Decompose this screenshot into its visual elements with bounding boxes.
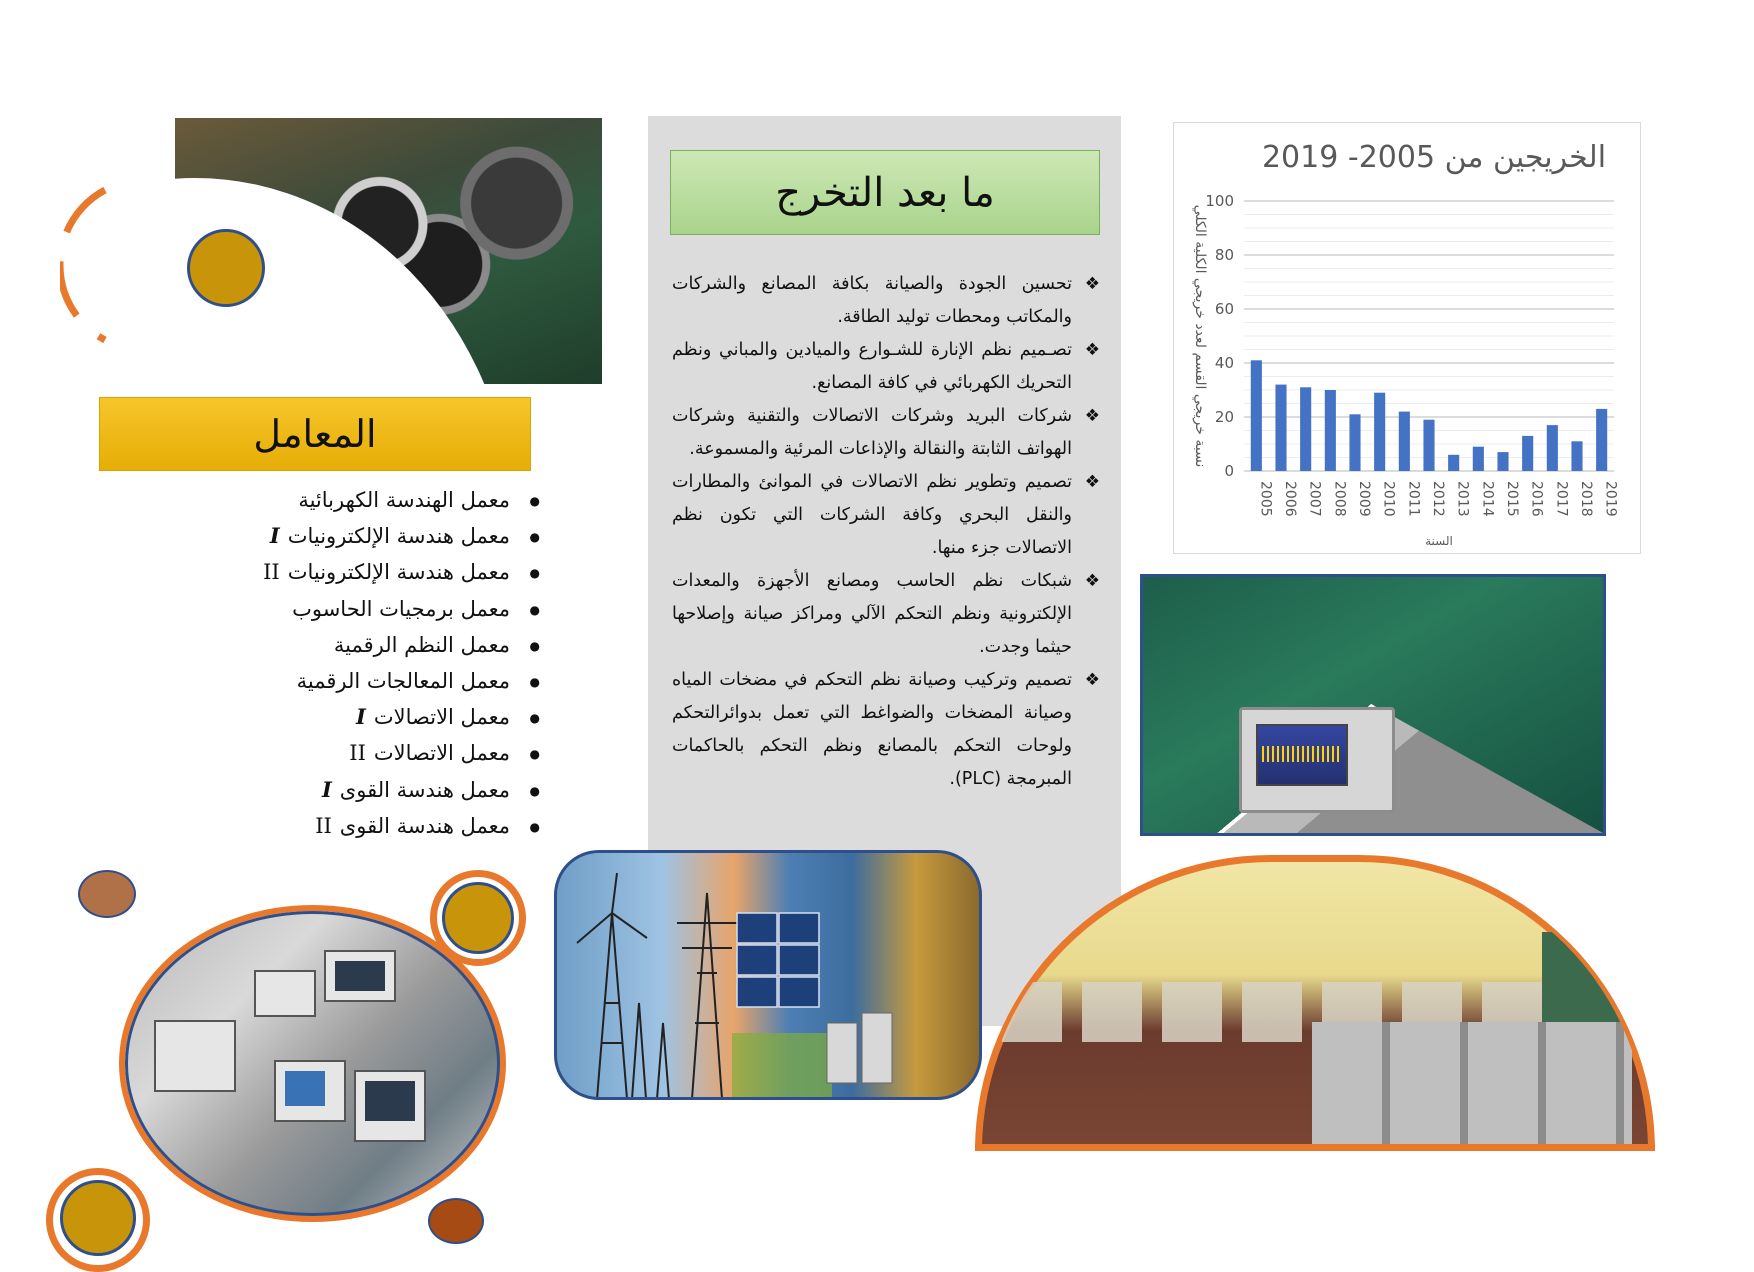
career-item: ❖ شركات البريد وشركات الاتصالات والتقنية وشركات الهواتف الثابتة والنقالة والإذاعات المرئية والمسموعة.: [672, 400, 1102, 466]
x-tick-label: 2008: [1331, 481, 1348, 517]
bar: [1473, 447, 1484, 471]
lab-item: [160, 735, 540, 771]
lab-item-label: معمل هندسة الإلكترونيات: [287, 560, 510, 585]
x-tick-label: 2010: [1380, 481, 1397, 517]
bar: [1275, 385, 1286, 471]
x-tick-label: 2015: [1504, 481, 1520, 517]
lab-item: [160, 482, 540, 518]
x-tick-label: 2014: [1479, 481, 1496, 517]
bar: [1325, 390, 1336, 471]
rust-circle-decoration: [428, 1198, 484, 1244]
labs-header: [99, 397, 531, 471]
lab-item-label: معمل المعالجات الرقمية: [296, 668, 510, 693]
bar: [1349, 414, 1360, 471]
after-graduation-header: [670, 150, 1100, 235]
lab-item: [160, 591, 540, 627]
x-axis-label: السنة: [1425, 534, 1453, 548]
lab-item-number: I: [356, 704, 366, 730]
labs-list: [160, 482, 540, 844]
chalkboard: [1542, 932, 1652, 1022]
x-tick-label: 2019: [1602, 481, 1619, 517]
y-axis-label: نسبة خريجي القسم لعدد خريجي الكلية الكلي: [1192, 204, 1208, 468]
bar: [1497, 452, 1508, 471]
lab-item-label: معمل النظم الرقمية: [333, 632, 510, 657]
x-tick-label: 2017: [1553, 481, 1570, 517]
career-item: ❖ تحسين الجودة والصيانة بكافة المصانع والشركات والمكاتب ومحطات توليد الطاقة.: [672, 268, 1102, 334]
lab-item-label: معمل هندسة الإلكترونيات: [287, 524, 510, 549]
lab-item-label: معمل هندسة القوى: [339, 777, 510, 802]
x-tick-label: 2011: [1405, 481, 1422, 517]
lab-item-number: I: [321, 776, 332, 802]
bar: [1596, 409, 1607, 471]
bar: [1522, 436, 1533, 471]
bar: [1374, 393, 1385, 471]
x-tick-label: 2013: [1454, 481, 1471, 517]
lab-item: [160, 772, 540, 808]
bar: [1423, 420, 1434, 471]
oscilloscope-waveform: [1262, 746, 1342, 762]
lab-item-label: معمل الهندسة الكهربائية: [298, 488, 510, 512]
x-tick-label: 2009: [1356, 481, 1372, 517]
y-tick-label: 60: [1214, 300, 1234, 318]
lab-item: [160, 627, 540, 663]
lab-instruments: [1312, 1022, 1632, 1151]
lab-item: [160, 554, 540, 590]
lab-item: [160, 808, 540, 844]
bar: [1251, 360, 1262, 471]
gold-circle-decoration: [187, 229, 265, 307]
after-graduation-title: ما بعد التخرج: [775, 169, 995, 216]
y-tick-label: 20: [1214, 408, 1234, 426]
x-tick-label: 2006: [1282, 481, 1298, 517]
career-item: ❖ تصميم وتركيب وصيانة نظم التحكم في مضخات المياه وصيانة المضخات والضواغط التي تعمل بدوائرالتحكم ولوحات التحكم بالمصانع ونظم التحكم بالحاكمات المبرمجة (PLC).: [672, 664, 1102, 796]
chart-title: الخريجين من 2005- 2019: [1261, 140, 1607, 175]
lab-item-number: I: [269, 523, 280, 549]
x-tick-label: 2007: [1306, 481, 1323, 517]
oscilloscope-device: [1239, 707, 1395, 813]
x-tick-label: 2005: [1257, 481, 1274, 517]
career-item: ❖ تصـميم نظم الإنارة للشـوارع والميادين والمباني ونظم التحريك الكهربائي في كافة المصانع.: [672, 334, 1102, 400]
oscilloscope-screen: [1256, 724, 1348, 786]
energy-collage-photo: [554, 850, 982, 1100]
labs-title: المعامل: [253, 412, 377, 456]
energy-towers-drawing: [557, 853, 981, 1099]
chart-svg: [1174, 123, 1640, 553]
gold-circle-decoration-2: [442, 882, 514, 954]
career-item: ❖ شبكات نظم الحاسب ومصانع الأجهزة والمعدات الإلكترونية ونظم التحكم الآلي ومراكز صيانة وإصلاحها حيثما وجدت.: [672, 565, 1102, 664]
y-tick-label: 100: [1205, 192, 1234, 210]
gold-circle-decoration-3: [60, 1180, 136, 1256]
x-tick-label: 2016: [1528, 481, 1545, 517]
bar: [1571, 441, 1582, 471]
x-tick-label: 2018: [1578, 481, 1594, 517]
lab-item-number: II: [263, 560, 280, 585]
bar: [1448, 455, 1459, 471]
lab-item: [160, 699, 540, 735]
after-graduation-list: [672, 268, 1102, 796]
lab-item-number: II: [315, 813, 332, 838]
bar: [1547, 425, 1558, 471]
y-tick-label: 0: [1224, 462, 1234, 480]
x-tick-label: 2012: [1430, 481, 1446, 517]
lab-item: [160, 518, 540, 554]
bar: [1300, 387, 1311, 471]
graduates-chart: [1173, 122, 1641, 554]
brown-circle-decoration: [78, 870, 136, 918]
lab-item-number: II: [349, 741, 366, 766]
lab-equipment-drawing: [125, 911, 488, 1204]
lab-item-label: معمل هندسة القوى: [339, 813, 510, 838]
y-tick-label: 80: [1214, 246, 1234, 264]
y-tick-label: 40: [1214, 354, 1234, 372]
oscilloscope-photo: [1140, 574, 1606, 836]
lab-item-label: معمل الاتصالات: [373, 741, 510, 766]
lab-item-label: معمل برمجيات الحاسوب: [292, 596, 510, 621]
bar: [1399, 412, 1410, 471]
career-item: ❖ تصميم وتطوير نظم الاتصالات في الموانئ والمطارات والنقل البحري وكافة الشركات التي تكون نظم الاتصالات جزء منها.: [672, 466, 1102, 565]
lab-item: [160, 663, 540, 699]
lab-item-label: معمل الاتصالات: [373, 705, 510, 730]
